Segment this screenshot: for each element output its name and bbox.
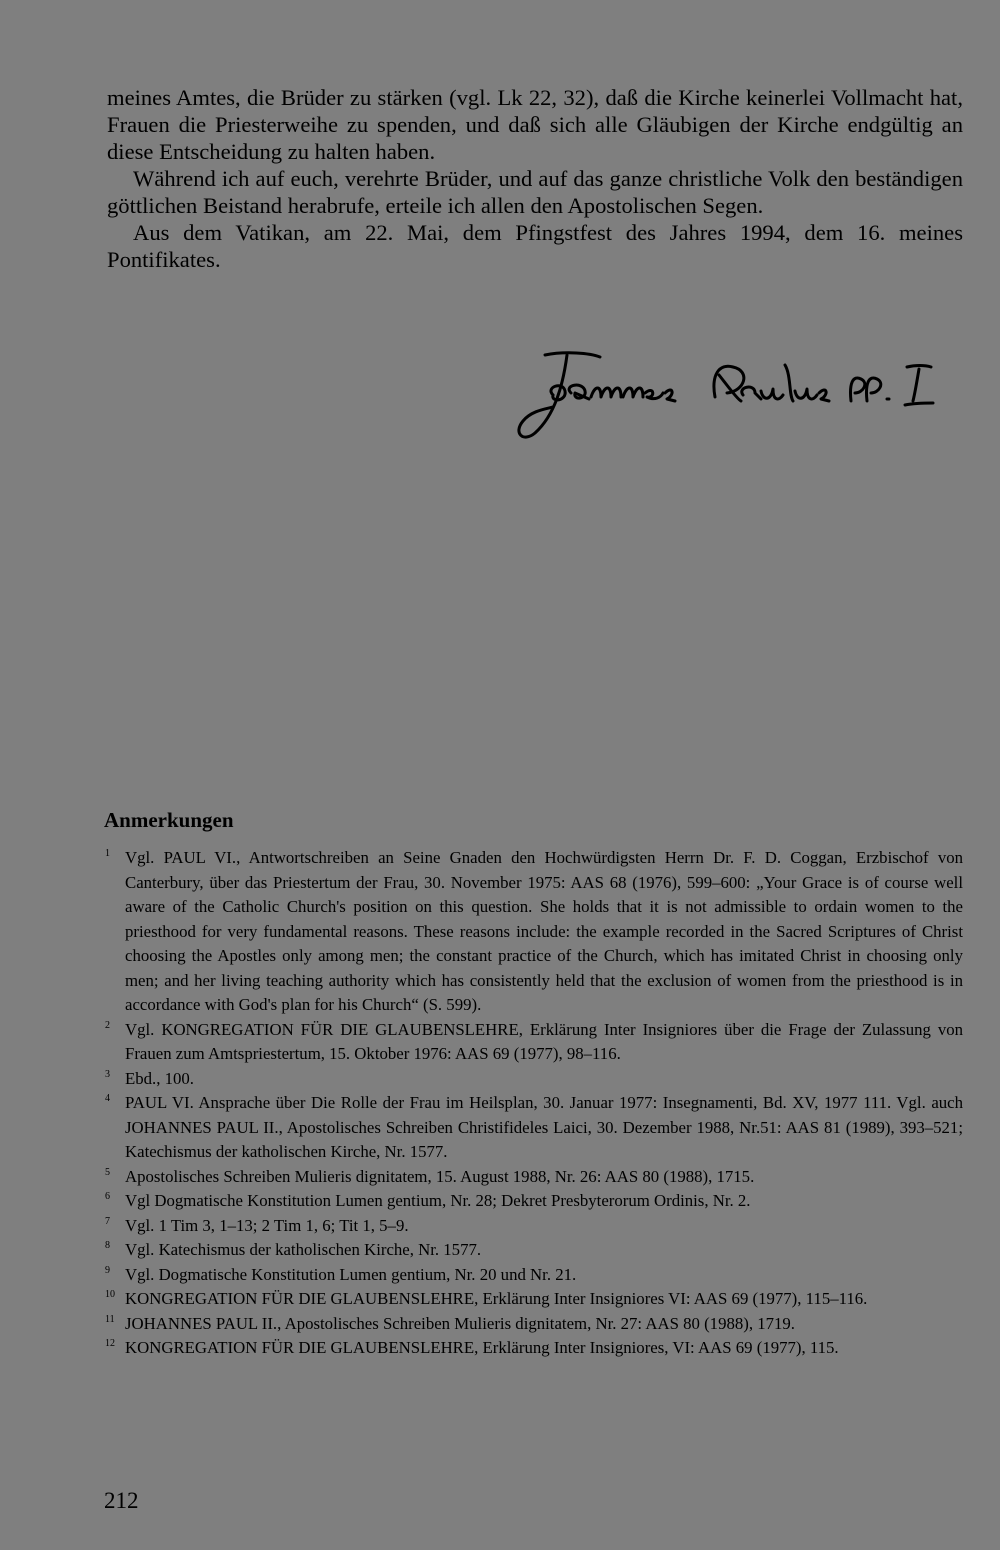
footnote [105,1018,963,1067]
footnote-text: PAUL VI. Ansprache über Die Rolle der Frau im Heilsplan, 30. Januar 1977: Insegnamenti, Bd. XV, 1977 111. Vgl. auch JOHANNES PAUL II., Apostolisches Schreiben Christifideles Laici, 30. Dezember 1988, Nr.51: AAS 81 (1989), 393–521; Katechismus der katholischen Kirche, Nr. 1577. [125,1093,963,1161]
handwritten-signature [505,345,965,455]
main-text [107,84,963,273]
paragraph-1: meines Amtes, die Brüder zu stärken (vgl. Lk 22, 32), daß die Kirche keinerlei Vollmacht hat, Frauen die Priesterweihe zu spenden, und daß sich alle Gläubigen der Kirche endgültig an diese Entscheidung zu halten haben. [107,85,963,164]
footnote-text: Vgl. PAUL VI., Antwortschreiben an Seine Gnaden den Hochwürdigsten Herrn Dr. F. D. Coggan, Erzbischof von Canterbury, über das Priestertum der Frau, 30. November 1975: AAS 68 (1976), 599–600: „Your Grace is of course well aware of the Catholic Church's position on this question. She holds that it is not admissible to ordain women to the priesthood for very fundamental reasons. These reasons include: the example recorded in the Sacred Scriptures of Christ choosing the Apostles only among men; the constant practice of the Church, which has imitated Christ in choosing only men; and her living teaching authority which has consistently held that the exclusion of women from the priesthood is in accordance with God's plan for his Church“ (S. 599). [125,848,963,1014]
footnote-number: 5 [105,1166,110,1178]
notes-heading: Anmerkungen [104,808,234,832]
footnote-text: Vgl. Dogmatische Konstitution Lumen gentium, Nr. 20 und Nr. 21. [125,1264,577,1284]
footnote-number: 4 [105,1093,110,1104]
footnote-number: 9 [105,1264,110,1276]
footnote [105,1189,963,1214]
page-number: 212 [104,1488,139,1513]
footnote-text: Vgl Dogmatische Konstitution Lumen gentium, Nr. 28; Dekret Presbyterorum Ordinis, Nr. 2. [125,1191,751,1210]
footnote-number: 12 [105,1338,115,1349]
footnote [105,1312,963,1337]
footnote-number: 2 [105,1019,110,1031]
footnote [105,1336,963,1361]
paragraph-2: Während ich auf euch, verehrte Brüder, und auf das ganze christliche Volk den beständigen göttlichen Beistand herabrufe, erteile ich allen den Apostolischen Segen. [107,166,963,218]
footnote [105,846,963,1018]
footnote [105,1263,963,1288]
footnote-number: 11 [105,1313,115,1325]
footnote-number: 8 [105,1240,110,1251]
footnote [105,1238,963,1263]
footnote [105,1287,963,1312]
footnote [105,1165,963,1190]
footnote-number: 3 [105,1068,110,1080]
footnote-text: KONGREGATION FÜR DIE GLAUBENSLEHRE, Erklärung Inter Insigniores, VI: AAS 69 (1977), 115. [125,1338,839,1357]
footnote [105,1214,963,1239]
footnote-number: 10 [105,1289,115,1300]
footnote-text: Apostolisches Schreiben Mulieris dignitatem, 15. August 1988, Nr. 26: AAS 80 (1988), 1715. [125,1166,755,1186]
paragraph-3: Aus dem Vatikan, am 22. Mai, dem Pfingstfest des Jahres 1994, dem 16. meines Pontifikates. [107,220,963,272]
footnote-text: Vgl. Katechismus der katholischen Kirche, Nr. 1577. [125,1240,482,1259]
footnote-number: 7 [105,1215,110,1227]
footnote-number: 1 [105,848,110,859]
footnote-text: Vgl. 1 Tim 3, 1–13; 2 Tim 1, 6; Tit 1, 5–9. [125,1215,409,1235]
footnotes-list [105,846,963,1361]
footnote [105,1067,963,1092]
footnote-text: Ebd., 100. [125,1068,194,1088]
footnote-text: Vgl. KONGREGATION FÜR DIE GLAUBENSLEHRE, Erklärung Inter Insigniores über die Frage der Zulassung von Frauen zum Amtspriestertum, 15. Oktober 1976: AAS 69 (1977), 98–116. [125,1019,963,1063]
footnote-text: KONGREGATION FÜR DIE GLAUBENSLEHRE, Erklärung Inter Insigniores VI: AAS 69 (1977), 115–116. [125,1289,868,1308]
footnote [105,1091,963,1165]
footnote-text: JOHANNES PAUL II., Apostolisches Schreiben Mulieris dignitatem, Nr. 27: AAS 80 (1988), 1719. [125,1313,795,1333]
footnote-number: 6 [105,1191,110,1202]
